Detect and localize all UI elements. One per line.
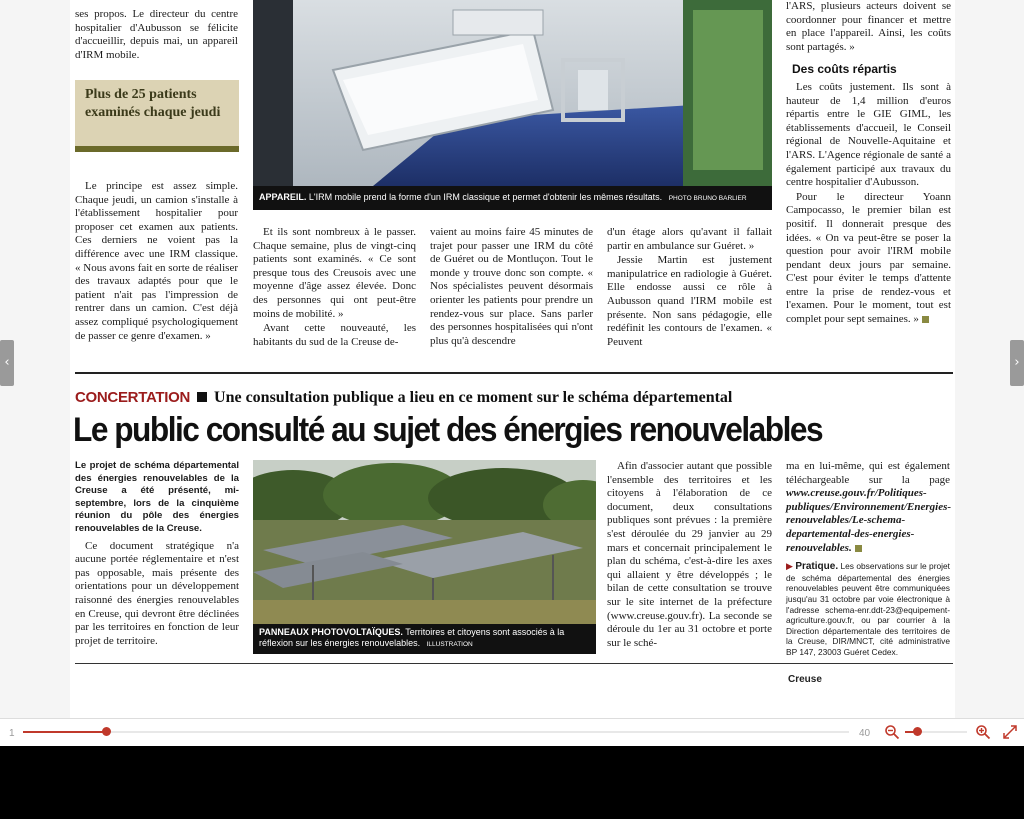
- fullscreen-button[interactable]: [1001, 724, 1019, 742]
- page-total: 40: [859, 728, 871, 739]
- pullquote-box: [75, 80, 239, 152]
- zoom-out-button[interactable]: [883, 724, 901, 742]
- zoom-out-icon: [884, 724, 900, 740]
- kicker-subtitle: Une consultation publique a lieu en ce moment sur le schéma départemental: [214, 389, 733, 406]
- article-separator: [75, 372, 953, 374]
- kicker-line: [75, 389, 950, 407]
- top-col1-intro: ses propos. Le directeur du centre hospitalier d'Aubusson se félicite d'accueillir, depuis mai, un appareil d'IRM mobile.: [75, 8, 238, 61]
- pratique-label: Pratique.: [795, 561, 839, 573]
- zoom-in-icon: [975, 724, 991, 740]
- top-col5-subhead: Des coûts répartis: [792, 62, 897, 77]
- zoom-slider-handle[interactable]: [913, 727, 922, 736]
- pratique-text: Les observations sur le projet de schéma départemental des énergies renouvelables peuvent être communiquées jusqu'au 31 octobre par voie électronique à l'adresse schema-enr.ddt-23@equipement-agriculture.gouv.fr, ou par courrier à la Direction départementale des territoires de la Creuse, DIR/MNCT, cité administrative BP 147, 23003 Guéret Cedex.: [786, 561, 950, 657]
- page-current: 1: [9, 728, 15, 739]
- solar-caption-text: Territoires et citoyens sont associés à la réflexion sur les énergies renouvelables.: [259, 627, 565, 648]
- top-col5-p2-text: Pour le directeur Yoann Campocasso, le premier bilan est positif. Il donnerait presque des idées. « On va peut-être se poser la question pour avoir l'IRM mobile pendant deux jours par semaine. C'est pour éviter le temps d'attente entre la prise de rendez-vous et l'examen. Pour le moment, tout est complet pour sept semaines. »: [786, 190, 951, 326]
- zoom-slider[interactable]: [905, 731, 967, 733]
- top-col5-intro: l'ARS, plusieurs acteurs doivent se coordonner pour financer et mettre en place l'appareil. Ainsi, les coûts sont partagés. »: [786, 0, 951, 53]
- zoom-in-button[interactable]: [974, 724, 992, 742]
- bottom-col-1: [75, 460, 239, 649]
- expand-icon: [1002, 724, 1018, 740]
- solar-photo-caption: [253, 624, 596, 654]
- top-col-1-body: [75, 180, 238, 344]
- mri-photo-caption: [253, 186, 772, 210]
- end-mark-icon-2: [855, 545, 862, 552]
- bottom-col-3: [607, 460, 772, 651]
- pullquote-text: Plus de 25 patients examinés chaque jeudi: [85, 87, 221, 120]
- pratique-box: [786, 561, 950, 657]
- top-col1-body: Le principe est assez simple. Chaque jeudi, un camion s'installe à l'établissement hospitalier pour proposer cet examen aux patients. Ces derniers ne voient pas la différence avec une IRM classique. « Nous avons fait en sorte de réaliser des travaux adaptés pour que le patient n'ait pas l'impression de rentrer dans un camion. C'est déjà assez compliqué psychologiquement de passer ce genre d'examen. »: [75, 180, 238, 342]
- bottom-col4-p: [786, 460, 950, 555]
- headline: Le public consulté au sujet des énergies renouvelables: [73, 411, 823, 449]
- solar-panels-illustration: [253, 460, 596, 624]
- page-slider-fill: [23, 731, 106, 733]
- page-slider-handle[interactable]: [102, 727, 111, 736]
- prev-page-button[interactable]: [0, 340, 14, 386]
- mri-caption-text: L'IRM mobile prend la forme d'un IRM classique et permet d'obtenir les mêmes résultats.: [308, 192, 663, 202]
- footer-rule: [75, 663, 953, 664]
- chevron-left-icon: ‹: [4, 355, 10, 370]
- top-col2-p1: Et ils sont nombreux à le passer. Chaque semaine, plus de vingt-cinq patients sont examinés. « Ce sont presque tous des Creusois avec une moyenne d'âge assez élevée. Donc des personnes qui ont peut-être moins de mobilité. »: [253, 226, 416, 320]
- mri-photo-credit: PHOTO BRUNO BARLIER: [668, 195, 747, 202]
- top-col3-p1: vaient au moins faire 45 minutes de trajet pour passer une IRM du côté de Guéret ou de Montluçon. Tout le monde y trouve donc son compte. « Nos spécialistes peuvent désormais orienter les patients pour prendre un rendez-vous sur place. Sans parler des personnes hospitalisées qui n'ont plus qu'à descendre: [430, 226, 593, 347]
- top-col4-p2: Jessie Martin est justement manipulatrice en radiologie à Guéret. Elle endosse aussi ce rôle à Aubusson quand l'IRM mobile est présente. Non sans pédagogie, elle redéfinit les contours de l'examen. « Peuvent: [607, 254, 772, 348]
- top-col-4: [607, 226, 772, 350]
- top-col-2: [253, 226, 416, 350]
- top-col4-p1: d'un étage alors qu'avant il fallait partir en ambulance sur Guéret. »: [607, 226, 772, 252]
- kicker-square-icon: [197, 392, 207, 402]
- top-col5-p2: [786, 191, 951, 327]
- newspaper-page: [70, 0, 955, 718]
- top-col-1: [75, 8, 238, 63]
- pratique-arrow-icon: ▶: [786, 561, 793, 572]
- top-col-3: [430, 226, 593, 349]
- viewer-toolbar: [0, 718, 1024, 746]
- section-footer: Creuse: [788, 674, 822, 685]
- top-col-5: [786, 0, 951, 328]
- solar-photo: [253, 460, 596, 624]
- next-page-button[interactable]: [1010, 340, 1024, 386]
- mri-caption-label: APPAREIL.: [259, 192, 307, 202]
- bottom-lead: Le projet de schéma départemental des énergies renouvelables de la Creuse a été présenté, mi-septembre, lors de la cinquième réunion du pôle des énergies renouvelables de la Creuse.: [75, 460, 239, 534]
- solar-caption-label: PANNEAUX PHOTOVOLTAÏQUES.: [259, 627, 403, 637]
- bottom-col1-body: Ce document stratégique n'a aucune portée réglementaire et n'est pas opposable, mais présente des orientations pour un développement raisonné des énergies renouvelables en Creuse, qui devront être déclinées par les territoires en fonction de leur projet de territoire.: [75, 539, 239, 647]
- kicker: CONCERTATION: [75, 389, 191, 406]
- bottom-col4-link: www.creuse.gouv.fr/Politiques-publiques/Environnement/Energies-renouvelables/Le-schema-departemental-des-energies-renouvelables.: [786, 487, 952, 554]
- solar-photo-credit: ILLUSTRATION: [426, 641, 473, 648]
- chevron-right-icon: ›: [1014, 355, 1020, 370]
- bottom-col3-body: Afin d'associer autant que possible l'ensemble des territoires et les citoyens à l'élaboration de ce document, deux consultations publiques sont prévues : la première s'est déroulée du 29 janvier au 29 mars et concernait principalement le plan du schéma, c'est-à-dire les axes qui allaient y être développés ; le bilan de cette consultation se trouve sur le site internet de la préfecture (www.creuse.gouv.fr). La seconde se déroule du 1er au 31 octobre et porte sur le sché-: [607, 460, 772, 649]
- end-mark-icon: [922, 316, 929, 323]
- page-slider[interactable]: [23, 731, 849, 733]
- top-col5-p1: Les coûts justement. Ils sont à hauteur de 1,4 million d'euros répartis entre le GIE GIML, les établissements d'accueil, le Conseil régional de Nouvelle-Aquitaine et l'ARS. L'Agence régionale de santé a également participé aux travaux du centre hospitalier d'Aubusson.: [786, 80, 951, 189]
- bottom-col4-text: ma en lui-même, qui est également téléchargeable sur la page: [786, 460, 950, 486]
- top-col2-p2: Avant cette nouveauté, les habitants du sud de la Creuse de-: [253, 322, 416, 348]
- bottom-col-4: [786, 460, 950, 658]
- mri-photo: [253, 0, 772, 186]
- mri-illustration: [253, 0, 772, 186]
